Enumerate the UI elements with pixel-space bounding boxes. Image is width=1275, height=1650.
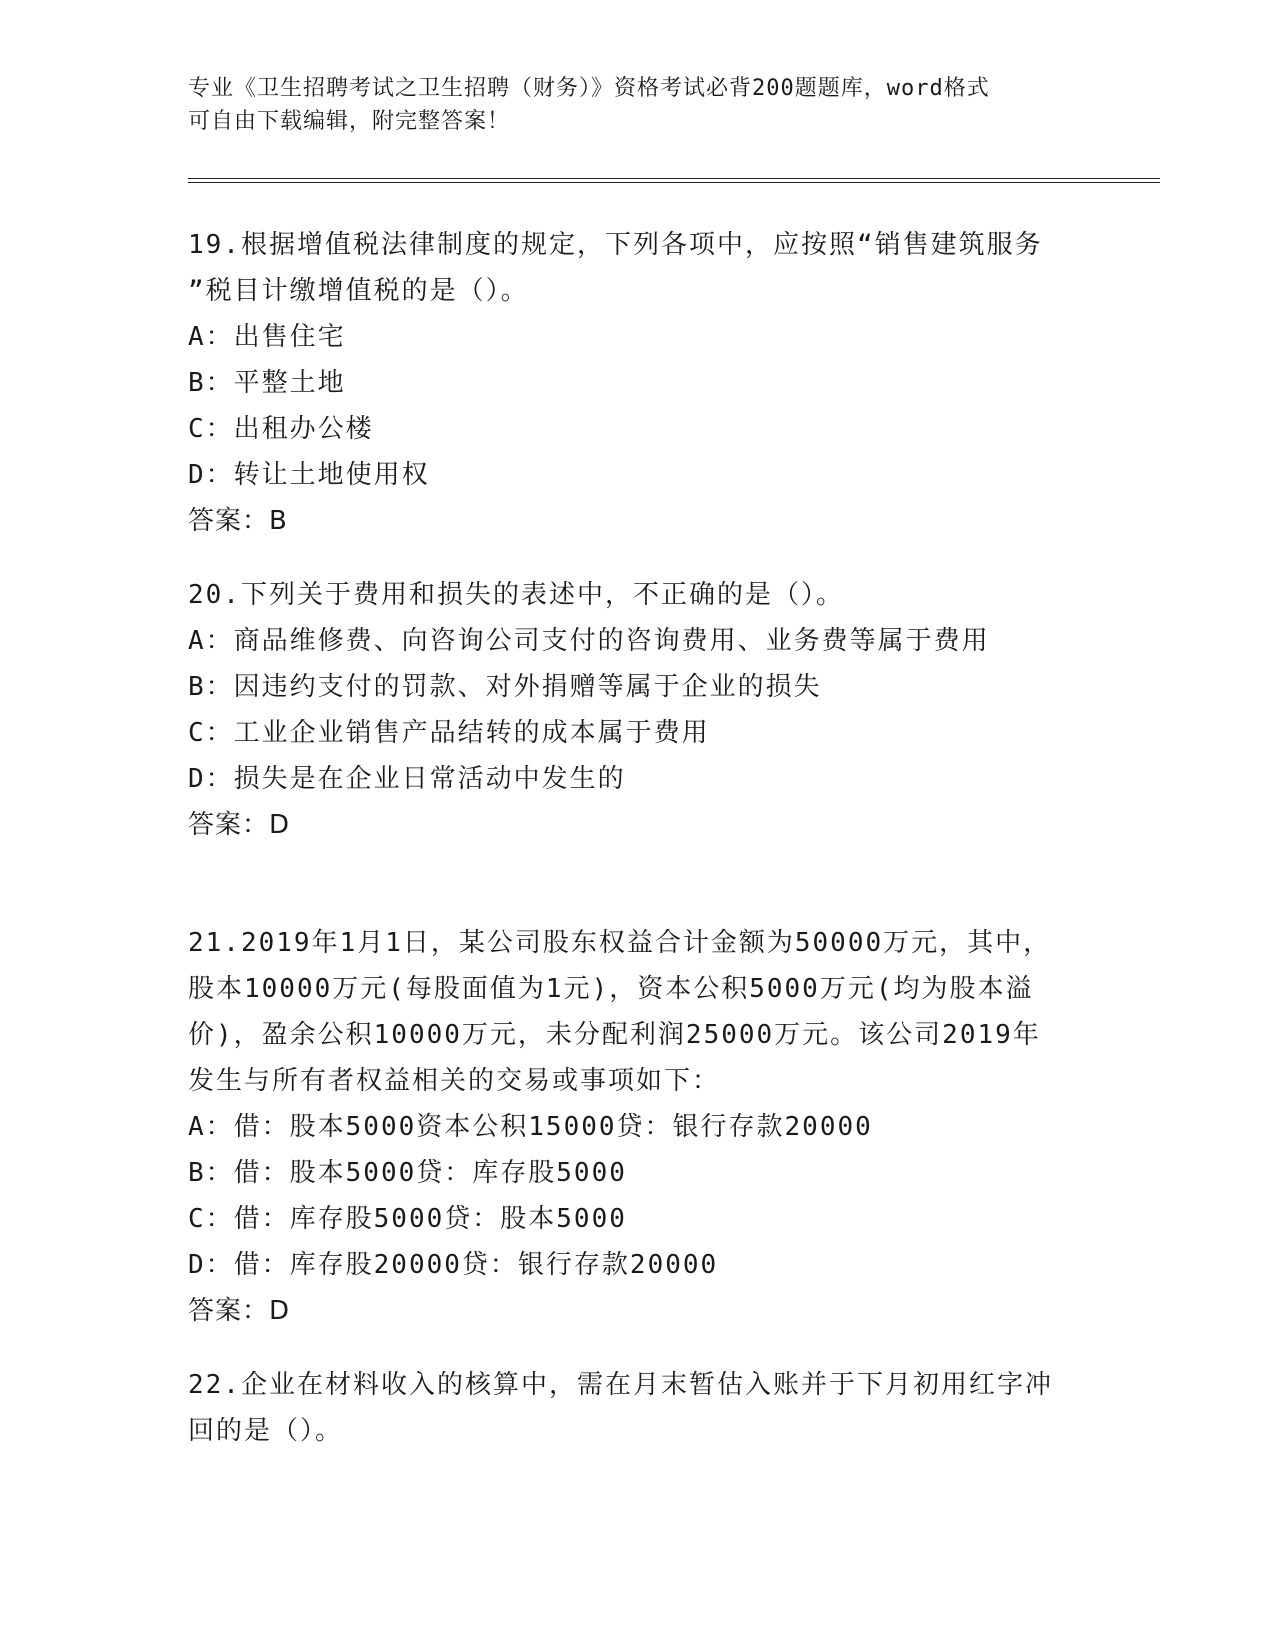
question-text: 20.下列关于费用和损失的表述中，不正确的是（）。	[188, 580, 844, 610]
header-divider	[188, 178, 1160, 183]
answer-label: 答案：D	[188, 810, 291, 840]
question-text: 22.企业在材料收入的核算中，需在月末暂估入账并于下月初用红字冲	[188, 1370, 1053, 1400]
option-b: B：平整土地	[188, 368, 346, 398]
option-d: D：转让土地使用权	[188, 460, 430, 490]
answer-label: 答案：B	[188, 506, 288, 536]
option-b: B：因违约支付的罚款、对外捐赠等属于企业的损失	[188, 672, 822, 702]
option-b: B：借：股本5000贷：库存股5000	[188, 1158, 627, 1188]
question-21	[188, 920, 1088, 1334]
header-line-2: 可自由下载编辑，附完整答案！	[188, 109, 511, 134]
option-a: A：出售住宅	[188, 322, 346, 352]
header-line-1: 专业《卫生招聘考试之卫生招聘（财务）》资格考试必背200题题库，word格式	[188, 76, 990, 101]
question-text: 股本10000万元(每股面值为1元)，资本公积5000万元(均为股本溢	[188, 974, 1034, 1004]
option-c: C：借：库存股5000贷：股本5000	[188, 1204, 627, 1234]
question-20	[188, 572, 1088, 848]
option-c: C：工业企业销售产品结转的成本属于费用	[188, 718, 710, 748]
question-text: 发生与所有者权益相关的交易或事项如下：	[188, 1066, 721, 1096]
option-d: D：借：库存股20000贷：银行存款20000	[188, 1250, 719, 1280]
option-a: A：借：股本5000资本公积15000贷：银行存款20000	[188, 1112, 873, 1142]
question-text: 19.根据增值税法律制度的规定，下列各项中，应按照“销售建筑服务	[188, 230, 1043, 260]
option-a: A：商品维修费、向咨询公司支付的咨询费用、业务费等属于费用	[188, 626, 990, 656]
answer-label: 答案：D	[188, 1296, 291, 1326]
question-text: 21.2019年1月1日，某公司股东权益合计金额为50000万元，其中，	[188, 928, 1052, 958]
option-c: C：出租办公楼	[188, 414, 374, 444]
question-text: 价)，盈余公积10000万元，未分配利润25000万元。该公司2019年	[188, 1020, 1041, 1050]
question-text: 回的是（）。	[188, 1416, 344, 1446]
question-22	[188, 1362, 1088, 1454]
question-text: ”税目计缴增值税的是（）。	[188, 276, 529, 306]
document-header	[188, 72, 1068, 138]
option-d: D：损失是在企业日常活动中发生的	[188, 764, 626, 794]
question-19	[188, 222, 1088, 544]
